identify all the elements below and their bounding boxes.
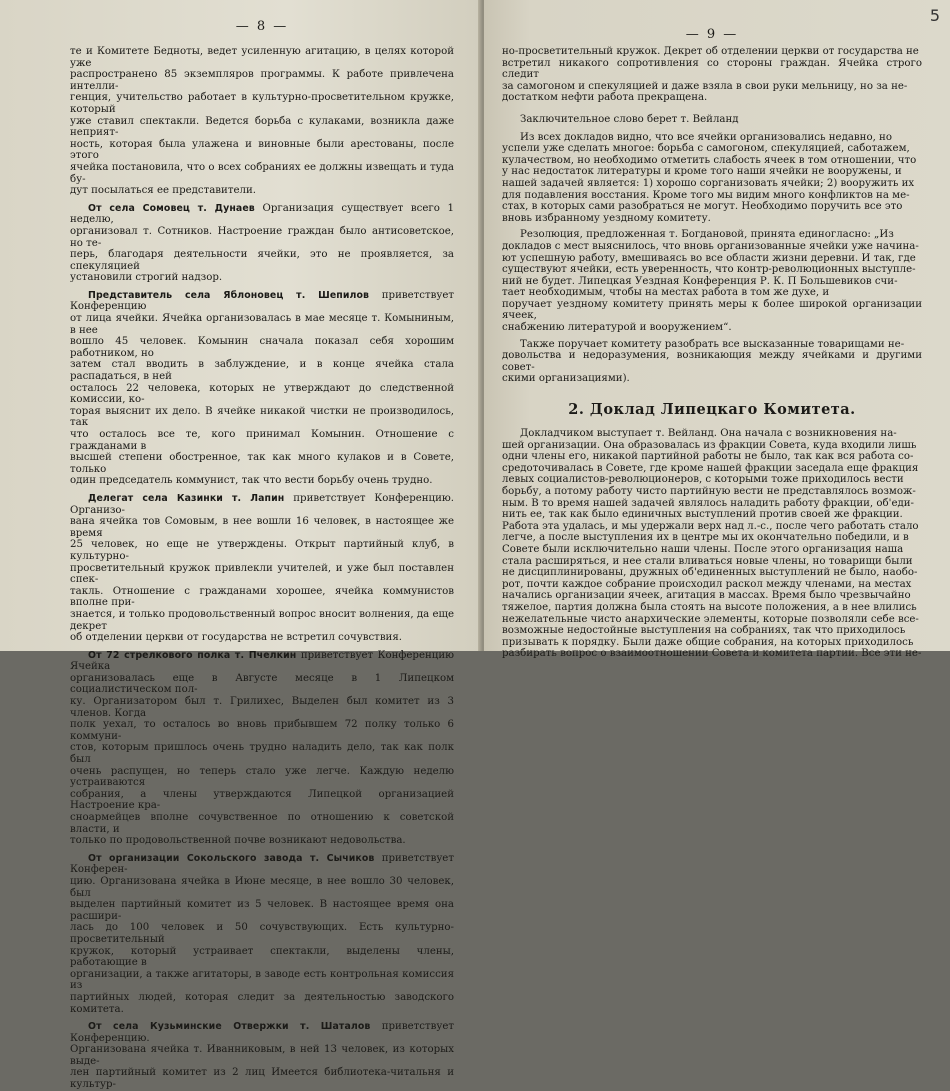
right-page — [484, 0, 950, 660]
entry-lead: От села Сомовец т. Дунаев — [88, 202, 255, 214]
entry-lead: Представитель села Яблоновец т. Шепилов — [88, 289, 370, 301]
report-paragraph: Докладчиком выступает т. Вейланд. Она начала с возникновения на- шей организации. Она образовалась из фракции Совета, куда входили лишь одни члены его, никакой партийной работы не было, так как вся работа со- средоточивалась в Совете, где кроме нашей фракции заседала еще фракция левых социалистов-революционеров, с которыми тоже приходилось вести борьбу, а потому работу чисто партийную вести не представлялось возмож- ным. В то время нашей задачей являлось наладить работу фракции, об'еди- нить ее, так как было единичных выступлений против своей же фракции. Работа эта удалась, и мы удержали верх над л.-с., после чего работать стало легче, а после выступления их в центре мы их окончательно победили, и в Совете были исключительно наши члены. После этого организация наша стала расширяться, и нее стали вливаться новые члены, но товарищи были не дисциплинированы, дружных об'единенных выступлений не было, наобо- рот, почти каждое собрание происходил раскол между членами, на местах начались организации ячеек, агитация в массах. Время было чрезвычайно тяжелое, партия должна была стоять на высоте положения, а в нее влились нежелательные чисто анархические элементы, которые позволяли себе все- возможные недостойные выступления на собраниях, так что приходилось призывать к порядку. Были даже общие собрания, на которых приходилось разбирать вопрос о взаимоотношении Совета и комитета партии. Все эти не- — [502, 428, 922, 660]
entry-text: приветствует Конференцию Ячейка организовалась еще в Августе месяце в 1 Липецком социалистическом пол- ку. Организатором был т. Грилихес, Выделен был комитет из 3 членов. Когда полк уехал, то осталось во вновь прибывшем 72 полку только 6 коммуни- стов, которым пришлось очень трудно наладить дело, так как полк был очень распущен, но теперь стало уже легче. Каждую неделю устраиваются собрания, а члены утверждаются Липецкой организацией Настроение кра- сноармейцев вполне сочувственное по отношению к советской власти, и только по продовольственной почве возникают недовольства. — [70, 649, 454, 847]
closing-word-lead: Заключительное слово берет т. Вейланд — [520, 113, 739, 125]
entry-kazinki — [70, 493, 454, 644]
entry-text: приветствует Конферен- цию. Организована ячейка в Июне месяце, в нее вошло 30 человек, был выделен партийный комитет из 5 человек. В настоящее время она расшири- лась до 100 человек и 50 сочувствующих. Есть культурно-просветительный кружок, который устраивает спектакли, выделены члены, работающие в организации, а также агитаторы, в заводе есть контрольная комиссия из партийных людей, которая следит за деятельностью заводского комитета. — [70, 852, 454, 1015]
entry-text: Организация существует всего 1 неделю, организовал т. Сотников. Настроение граждан было антисоветское, но те- перь, благодаря деятельности ячейки, это не проявляется, за спекуляцией установили строгий надзор. — [70, 202, 454, 284]
entry-lead: От организации Сокольского завода т. Сычиков — [88, 852, 375, 864]
also-paragraph: Также поручает комитету разобрать все высказанные товарищами не- довольства и недоразумения, возникающия между ячейками и другими совет- скими организациями). — [502, 338, 922, 385]
section-title: 2. Доклад Липецкаго Комитета. — [568, 401, 856, 419]
right-opening-paragraph: но-просветительный кружок. Декрет об отделении церкви от государства не встретил никакого сопротивления со стороны граждан. Ячейка строго следит за самогоном и спекуляцией и даже взяла в свои руки мельницу, но за не- достатком нефти работа прекращена. — [502, 46, 922, 104]
entry-lead: От села Кузьминские Отвержки т. Шаталов — [88, 1021, 371, 1033]
entry-kuzminskie-otverzhki — [70, 1021, 454, 1091]
entry-text: приветствует Конференцию от лица ячейки. Ячейка организовалась в мае месяце т. Комыниным, в нее вошло 45 человек. Комынин сначала показал себя хорошим работником, но затем стал вводить в заблуждение, и в конце ячейка стала распадаться, в ней осталось 22 человека, которых не утверждают до следственной комиссии, ко- торая выяснит их дело. В ячейке никакой чистки не производилось, так что осталось все те, кого принимал Комынин. Отношение с гражданами в высшей степени обостренное, так как много кулаков и в Совете, только один председатель коммунист, так что вести борьбу очень трудно. — [70, 289, 455, 487]
entry-text: приветствует Конференцию. Организо- вана ячейка тов Сомовым, в нее вошли 16 человек, в настоящее же время 25 человек, но еще не утверждены. Открыт партийный клуб, в культурно- просветительный кружок привлекли учителей, и уже был поставлен спек- такль. Отношение с гражданами хорошее, ячейка коммунистов вполне при- знается, и только продовольственный вопрос вносит волнения, да еще декрет об отделении церкви от государства не встретил сочувствия. — [70, 492, 455, 644]
resolution-paragraph: Резолюция, предложенная т. Богдановой, принята единогласно: „Из докладов с мест выяснилось, что вновь организованные ячейки уже начина- ют успешную работу, вмешиваясь во все области жизни деревни. И так, где существуют ячейки, есть уверенность, что контр-революционных выступле- ний не будет. Липецкая Уездная Конференция Р. К. П Большевиков счи- тает необходимым, чтобы на местах работа в том же духе, и поручает уездному комитету принять меры к более широкой организации ячеек, снабжению литературой и вооружением“. — [502, 229, 922, 334]
closing-word-heading — [502, 114, 922, 126]
left-intro-paragraph: те и Комитете Бедноты, ведет усиленную агитацию, в целях которой уже распространено 85 экземпляров программы. К работе привлечена интелли- генция, учительство работает в культурно-просветительном кружке, который уже ставил спектакли. Ведется борьба с кулаками, возникла даже неприят- ность, которая была улажена и виновные были арестованы, после этого ячейка постановила, что о всех собраниях ее должны извещать и туда бу- дут посылаться ее представители. — [70, 46, 454, 197]
entry-lead: Делегат села Казинки т. Лапин — [88, 492, 285, 504]
entry-somovets — [70, 203, 454, 284]
entry-72-regiment — [70, 650, 454, 847]
right-page-number: — 9 — — [685, 27, 739, 42]
left-page-number: — 8 — — [235, 19, 289, 34]
closing-word-paragraph: Из всех докладов видно, что все ячейки организовались недавно, но успели уже сделать многое: борьба с самогоном, спекуляцией, саботажем, кулачеством, но необходимо отметить слабость ячеек в том отношении, что у нас недостаток литературы и кроме того наши ячейки не вооружены, и нашей задачей является: 1) хорошо сорганизовать ячейки; 2) вооружить их для подавления восстания. Кроме того мы видим много конфликтов на ме- стах, в которых сами разобраться не могут. Необходимо поручить все это вновь избранному уездному комитету. — [502, 131, 917, 224]
corner-page-number: 5 — [929, 6, 940, 25]
entry-sokolsky-plant — [70, 853, 454, 1015]
entry-yablonovets — [70, 290, 454, 487]
entry-text: приветствует Конференцию. Организована ячейка т. Иванниковым, в ней 13 человек, из которых выде- лен партийный комитет из 2 лиц Имеется библиотека-читальня и культур- — [70, 1021, 454, 1091]
entry-lead: От 72 стрелкового полка т. Пчелкин — [88, 649, 297, 661]
